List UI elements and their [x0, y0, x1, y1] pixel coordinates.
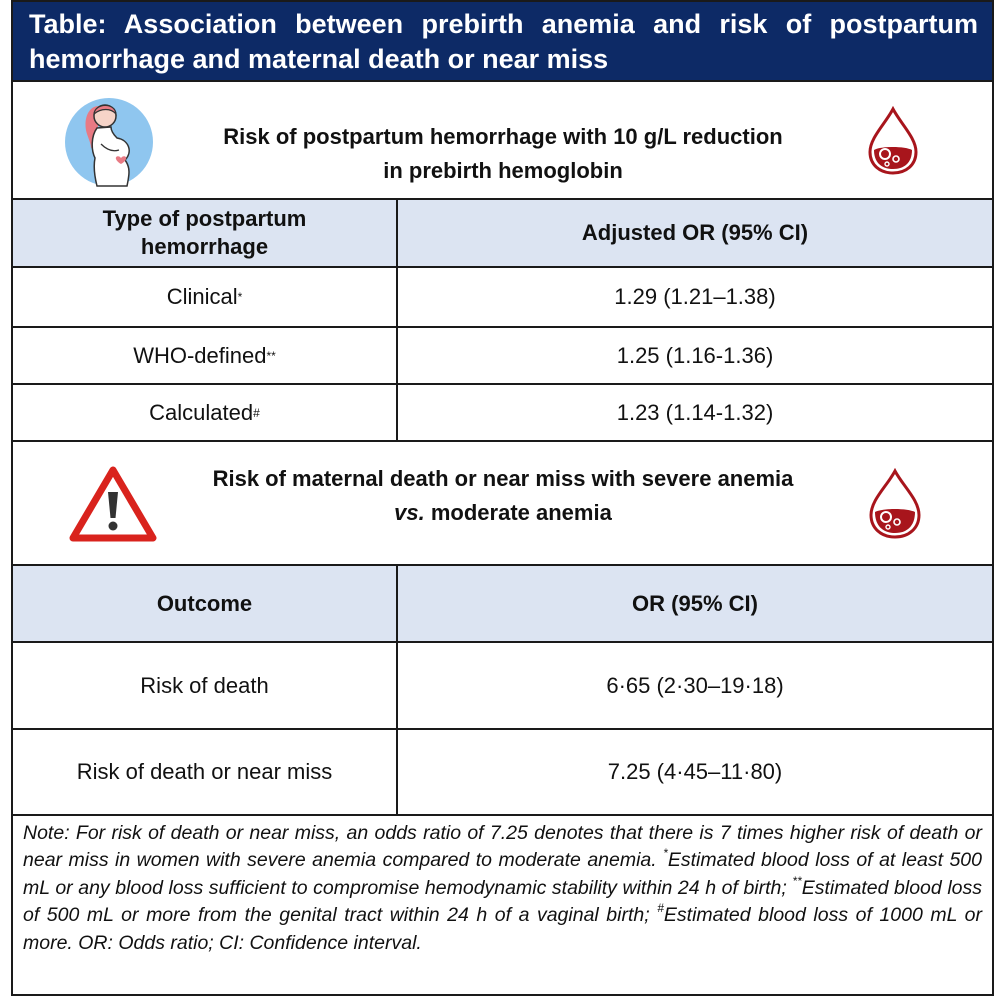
col-header-or: OR (95% CI) — [398, 566, 992, 641]
row-value-risk-of-death: 6·65 (2·30–19·18) — [606, 672, 784, 698]
warning-triangle-icon — [67, 464, 159, 544]
table-title: Table: Association between prebirth anemia and risk of postpartum hemorrhage and maternal death or near miss — [13, 2, 992, 80]
table-row — [13, 728, 992, 814]
section2-heading-text — [173, 462, 833, 530]
table-row — [13, 266, 992, 326]
blood-drop-icon — [865, 468, 925, 540]
table-row — [13, 383, 992, 440]
row-value-death-or-near-miss: 7.25 (4·45–11·80) — [607, 759, 783, 784]
section1-header-row — [13, 198, 992, 266]
section2-header-row — [13, 564, 992, 641]
table-row — [13, 326, 992, 383]
table-row — [13, 641, 992, 728]
col-header-outcome: Outcome — [13, 566, 398, 641]
section2-heading-line2: vs. moderate anemia — [394, 500, 612, 525]
row-label-risk-of-death: Risk of death — [13, 643, 398, 728]
pregnant-woman-icon — [63, 92, 155, 188]
row-value-calculated: 1.23 (1.14-1.32) — [616, 399, 774, 425]
col-header-adjusted-or: Adjusted OR (95% CI) — [398, 200, 992, 266]
section1-heading-text — [173, 120, 833, 188]
section1-heading — [13, 80, 992, 198]
table-footnote: Note: For risk of death or near miss, an odds ratio of 7.25 denotes that there is 7 times higher risk of death or near miss in women with severe anemia compared to moderate anemia. *Estimated blood loss of at least 500 mL or any blood loss sufficient to compromise hemodynamic stability within 24 h of birth; **Estimated blood loss of 500 mL or more from the genital tract within 24 h of a vaginal birth; #Estimated blood loss of 1000 mL or more. OR: Odds ratio; CI: Confidence interval. — [13, 814, 992, 996]
row-value-who-defined: 1.25 (1.16-1.36) — [616, 342, 774, 368]
row-label-death-or-near-miss: Risk of death or near miss — [13, 730, 398, 814]
blood-drop-icon — [865, 106, 921, 176]
table-frame — [11, 0, 994, 996]
section1-heading-line1: Risk of postpartum hemorrhage with 10 g/L reduction — [223, 124, 783, 149]
row-label-calculated: Calculated # — [13, 385, 398, 440]
row-label-who-defined: WHO-defined ** — [13, 328, 398, 383]
row-value-clinical: 1.29 (1.21–1.38) — [614, 284, 776, 309]
section2-heading — [13, 440, 992, 564]
col-header-type: Type of postpartum hemorrhage — [13, 200, 398, 266]
section2-heading-line1: Risk of maternal death or near miss with severe anemia — [212, 466, 794, 491]
row-label-clinical: Clinical * — [13, 268, 398, 326]
section1-heading-line2: in prebirth hemoglobin — [383, 158, 623, 183]
